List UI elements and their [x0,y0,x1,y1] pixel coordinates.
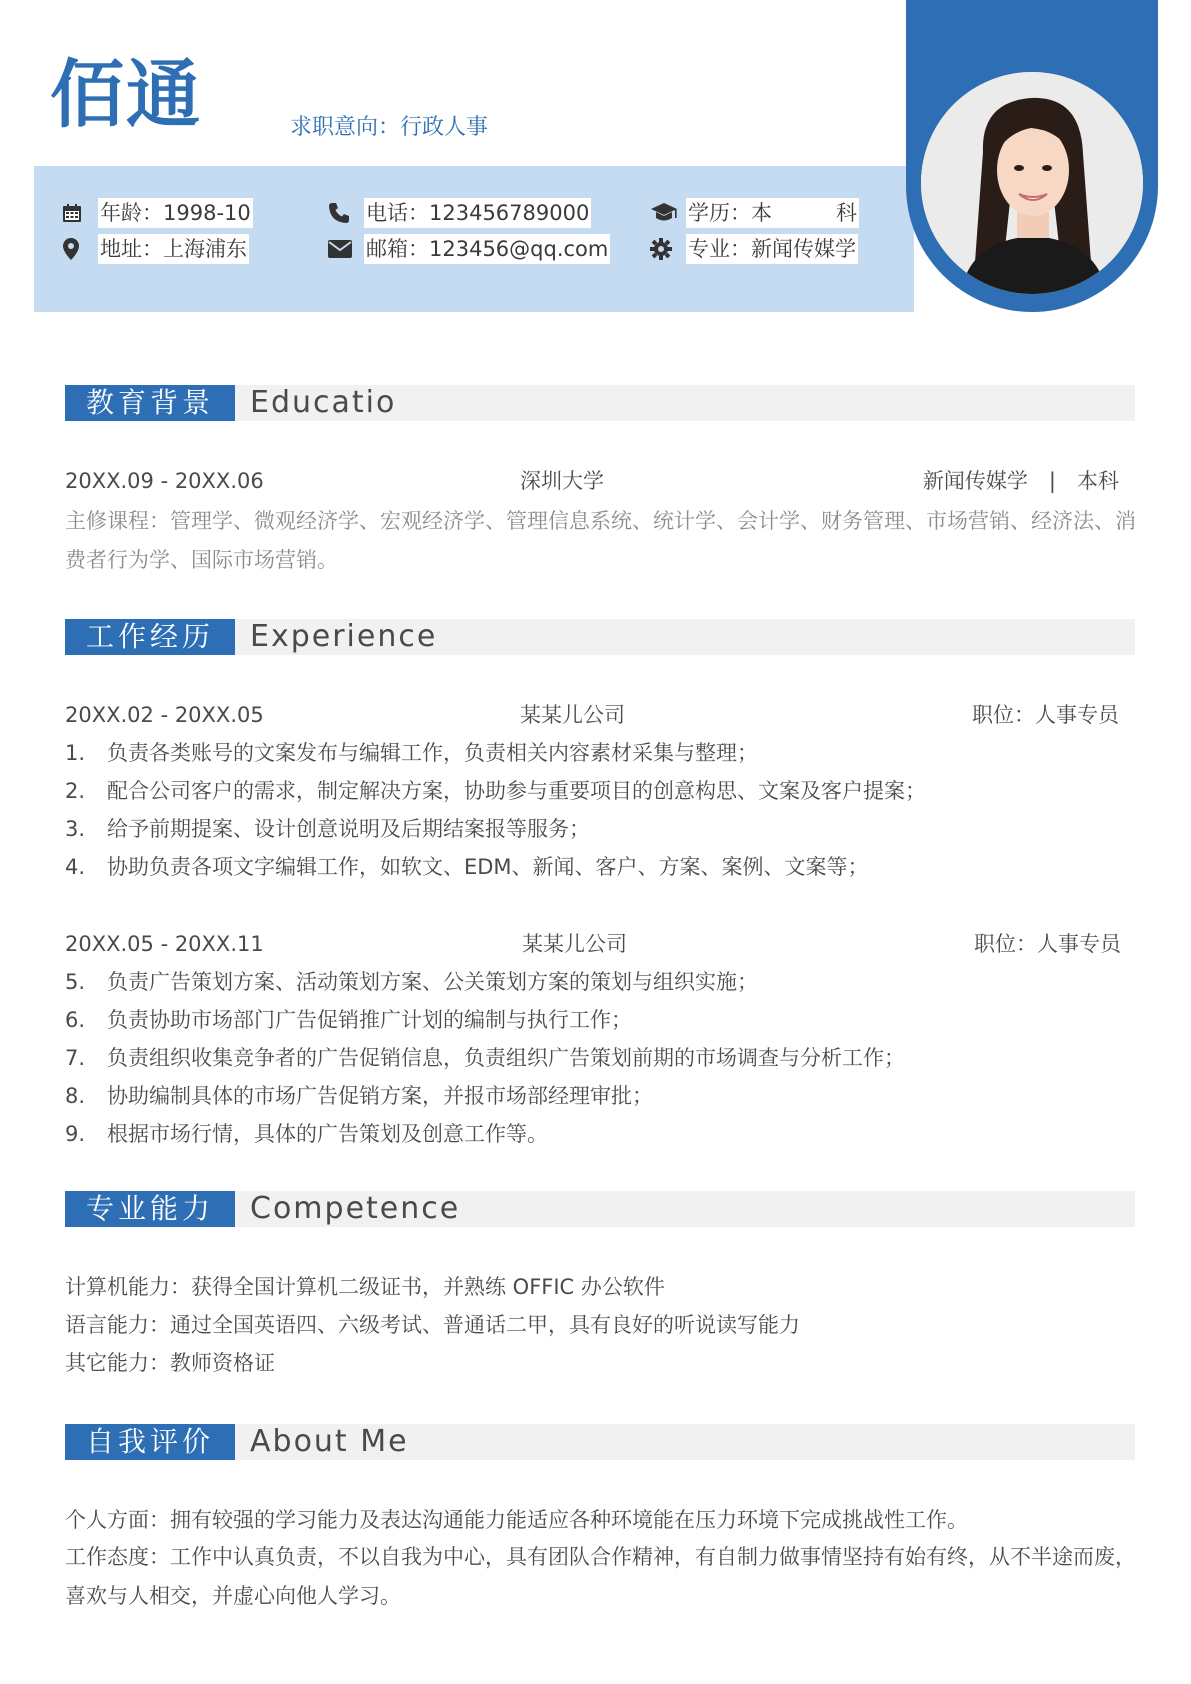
location-pin-icon [62,236,98,262]
section-title-en: About Me [250,1424,409,1459]
info-email-text: 邮箱：123456@qq.com [364,234,610,264]
job-position: 职位：人事专员 [972,703,1119,727]
candidate-name: 佰通 [50,52,202,138]
info-age-text: 年龄：1998-10 [98,198,253,228]
section-title-cn: 自我评价 [65,1424,235,1460]
list-item [65,776,926,806]
list-item [65,1119,548,1149]
info-major [650,234,858,264]
list-text: 负责协助市场部门广告促销推广计划的编制与执行工作； [107,1008,632,1032]
section-title-cn: 教育背景 [65,385,235,421]
gear-icon [650,236,686,262]
job-date: 20XX.02 - 20XX.05 [65,703,264,727]
profile-photo-illustration [921,72,1143,294]
list-text: 配合公司客户的需求，制定解决方案，协助参与重要项目的创意构思、文案及客户提案； [107,779,926,803]
info-degree-text [686,198,859,228]
list-number: 9. [65,1122,86,1146]
list-text: 协助负责各项文字编辑工作，如软文、EDM、新闻、客户、方案、案例、文案等； [107,855,869,879]
info-degree-tail: 科 [836,201,857,225]
section-title-en: Experience [250,619,438,654]
about-attitude: 工作态度：工作中认真负责，不以自我为中心，具有团队合作精神，有自制力做事情坚持有始有终，从不半途而废，喜欢与人相交，并虚心向他人学习。 [65,1545,1136,1608]
info-age [62,198,253,228]
list-item [65,1043,905,1073]
calendar-icon [62,200,98,226]
competence-line: 语言能力：通过全国英语四、六级考试、普通话二甲，具有良好的听说读写能力 [65,1313,800,1337]
info-major-text: 专业：新闻传媒学 [686,234,858,264]
info-email [328,234,610,264]
list-number: 3. [65,817,86,841]
about-personal: 个人方面：拥有较强的学习能力及表达沟通能力能适应各种环境能在压力环境下完成挑战性工作。 [65,1508,968,1532]
section-header-competence [65,1191,1135,1227]
list-item [65,967,758,997]
competence-line: 计算机能力：获得全国计算机二级证书，并熟练 OFFIC 办公软件 [65,1275,665,1299]
job-intent [290,110,488,141]
list-number: 1. [65,741,86,765]
info-address [62,234,249,264]
list-number: 4. [65,855,86,879]
list-item [65,852,869,882]
list-number: 7. [65,1046,86,1070]
list-text: 协助编制具体的市场广告促销方案，并报市场部经理审批； [107,1084,653,1108]
section-title-cn: 工作经历 [65,619,235,655]
section-title-cn: 专业能力 [65,1191,235,1227]
list-text: 负责各类账号的文案发布与编辑工作，负责相关内容素材采集与整理； [107,741,758,765]
envelope-icon [328,236,364,262]
job-position: 职位：人事专员 [974,932,1121,956]
info-phone [328,198,591,228]
job-company: 某某儿公司 [522,932,627,956]
list-text: 负责组织收集竞争者的广告促销信息，负责组织广告策划前期的市场调查与分析工作； [107,1046,905,1070]
education-school: 深圳大学 [520,469,604,493]
list-number: 8. [65,1084,86,1108]
phone-icon [328,200,364,226]
job-intent-value: 行政人事 [400,115,489,140]
job-company: 某某儿公司 [520,703,625,727]
list-number: 5. [65,970,86,994]
job-date: 20XX.05 - 20XX.11 [65,932,264,956]
list-item [65,814,590,844]
info-degree [650,198,859,228]
section-header-education [65,385,1135,421]
list-text: 给予前期提案、设计创意说明及后期结案报等服务； [107,817,590,841]
list-text: 根据市场行情，具体的广告策划及创意工作等。 [107,1122,548,1146]
list-number: 2. [65,779,86,803]
job-intent-label: 求职意向： [290,115,401,140]
education-date: 20XX.09 - 20XX.06 [65,469,264,493]
section-header-experience [65,619,1135,655]
graduation-cap-icon [650,200,686,226]
info-degree-label: 学历：本 [688,201,772,225]
list-item [65,1005,632,1035]
education-courses: 主修课程：管理学、微观经济学、宏观经济学、管理信息系统、统计学、会计学、财务管理、市场营销、经济法、消费者行为学、国际市场营销。 [65,509,1136,572]
list-item [65,1081,653,1111]
list-number: 6. [65,1008,86,1032]
info-phone-text: 电话：123456789000 [364,198,591,228]
list-text: 负责广告策划方案、活动策划方案、公关策划方案的策划与组织实施； [107,970,758,994]
profile-photo [921,72,1143,294]
section-title-en: Educatio [250,385,397,420]
education-major-degree: 新闻传媒学 | 本科 [922,469,1119,493]
section-title-en: Competence [250,1191,461,1226]
info-address-text: 地址：上海浦东 [98,234,249,264]
competence-line: 其它能力：教师资格证 [65,1351,275,1375]
list-item [65,738,758,768]
section-header-about [65,1424,1135,1460]
